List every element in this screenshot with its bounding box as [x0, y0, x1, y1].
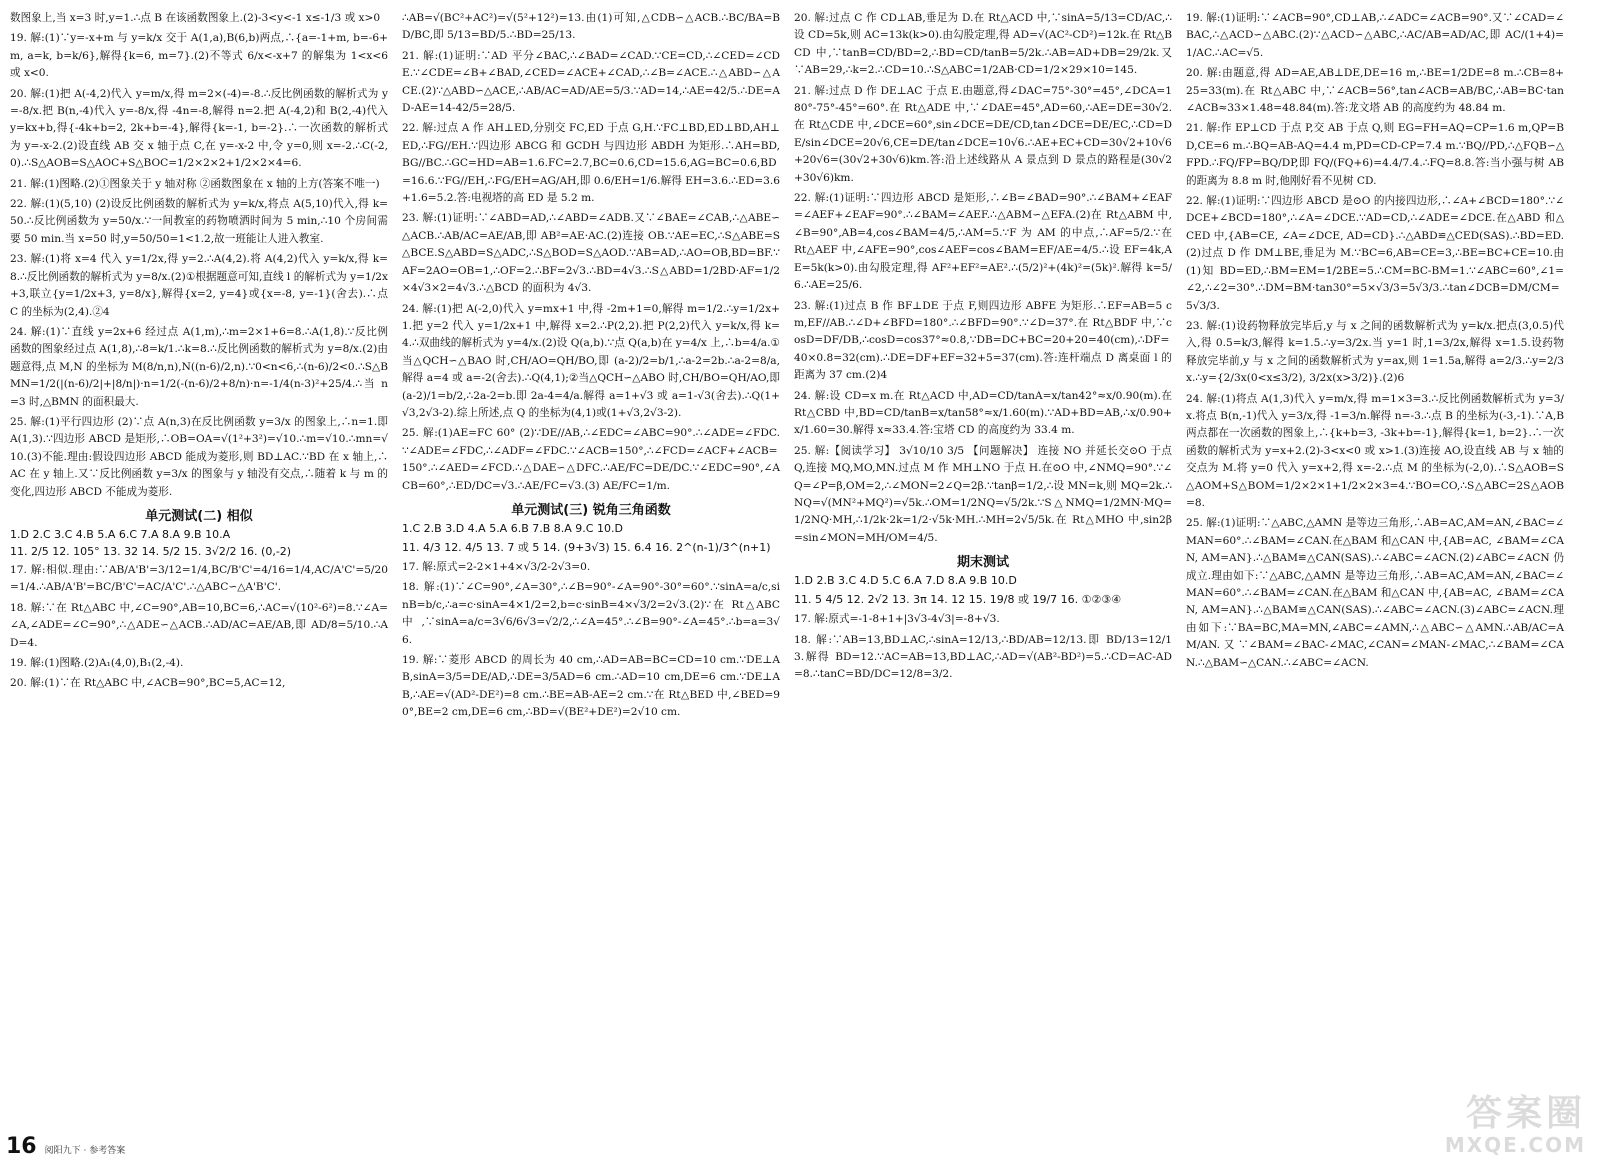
paragraph: 19. 解:∵菱形 ABCD 的周长为 40 cm,∴AD=AB=BC=CD=10 cm.∵DE⊥AB,sinA=3/5=DE/AD,∴DE=3/5AD=6 cm.∴AD=10 cm,DE=6 cm.∵DE⊥AB,∴AE=√(AD²-DE²)=8 cm.∴BE=AB-AE=2 cm.∵在 Rt△BED 中,∠BED=90°,BE=2 cm,DE=6 cm,∴BD=√(BE²+DE²)=2√10 cm.: [402, 654, 780, 719]
paragraph: 22. 解:(1)证明:∵四边形 ABCD 是矩形,∴∠B=∠BAD=90°.∴∠BAM+∠EAF=∠AEF+∠EAF=90°.∴∠BAM=∠AEF.∴△ABM∽△EFA.(2)在 Rt△ABM 中,∠B=90°,AB=4,cos∠BAM=4/5,∴AM=5.∵F 为 AM 的中点,∴AF=5/2.∵在 Rt△AEF 中,∠AFE=90°,cos∠AEF=cos∠BAM=EF/AE=4/5.∴设 EF=4k,AE=5k(k>0).由勾股定理,得 AF²+EF²=AE².∴(5/2)²+(4k)²=(5k)².解得 k=5/6.∴AE=25/6.: [794, 192, 1172, 292]
paragraph: 23. 解:(1)将 x=4 代入 y=1/2x,得 y=2.∴A(4,2).将 A(4,2)代入 y=k/x,得 k=8.∴反比例函数的解析式为 y=8/x.(2)①根据题意可知,直线 l 的解析式为 y=1/2x+3,联立{y=1/2x+3, y=8/x},解得{x=2, y=4}或{x=-8, y=-1}(舍去).∴点 C 的坐标为(2,4).②4: [10, 253, 388, 318]
page-footer: [6, 1134, 125, 1159]
column-1: [0, 0, 392, 1130]
column-2: [392, 0, 784, 1130]
paragraph: 17. 解:相似.理由:∵AB/A'B'=3/12=1/4,BC/B'C'=4/16=1/4,AC/A'C'=5/20=1/4.∴AB/A'B'=BC/B'C'=AC/A'C'.∴△ABC∽△A'B'C'.: [10, 563, 388, 594]
paragraph: 18. 解:(1)∵∠C=90°,∠A=30°,∴∠B=90°-∠A=90°-30°=60°.∵sinA=a/c,sinB=b/c,∴a=c·sinA=4×1/2=2,b=c·sinB=4×√3/2=2√3.(2)∵在 Rt△ABC 中,∵sinA=a/c=3√6/6√3=√2/2,∴∠A=45°.∴∠B=90°-∠A=45°.∴b=a=3√6.: [402, 581, 780, 646]
paragraph: 20. 解:(1)把 A(-4,2)代入 y=m/x,得 m=2×(-4)=-8.∴反比例函数的解析式为 y=-8/x.把 B(n,-4)代入 y=-8/x,得 -4n=-8,解得 n=2.把 A(-4,2)和 B(2,-4)代入 y=kx+b,得{-4k+b=2, 2k+b=-4},解得{k=-1, b=-2}.∴一次函数的解析式为 y=-x-2.(2)设直线 AB 交 x 轴于点 C,在 y=-x-2 中,令 y=0,则 x=-2.∴C(-2,0).∴S△AOB=S△AOC+S△BOC=1/2×2×2+1/2×2×4=6.: [10, 87, 388, 170]
paragraph: 24. 解:(1)∵直线 y=2x+6 经过点 A(1,m),∴m=2×1+6=8.∴A(1,8).∵反比例函数的图象经过点 A(1,8),∴8=k/1.∴k=8.∴反比例函数的解析式为 y=8/x.(2)由题意得,点 M,N 的坐标为 M(8/n,n),N((n-6)/2,n).∵0<n<6,∴(n-6)/2<0.∴S△BMN=1/2(|(n-6)/2|+|8/n|)·n=1/2(-(n-6)/2+8/n)·n=-1/4(n-3)²+25/4.∴当 n=3 时,△BMN 的面积最大.: [10, 325, 388, 408]
watermark-url: MXQE.COM: [1444, 1133, 1586, 1157]
section-heading-unit-test-3: 单元测试(三) 锐角三角函数: [511, 502, 671, 518]
paragraph: 24. 解:(1)将点 A(1,3)代入 y=m/x,得 m=1×3=3.∴反比例函数解析式为 y=3/x.将点 B(n,-1)代入 y=3/x,得 -1=3/n.解得 n=-3.∴点 B 的坐标为(-3,-1).∵A,B 两点都在一次函数的图象上,∴{k+b=3, -3k+b=-1},解得{k=1, b=2}.∴一次函数的解析式为 y=x+2.(2)-3<x<0 或 x>1.(3)连接 AO,设直线 AB 与 x 轴的交点为 M.将 y=0 代入 y=x+2,得 x=-2.∴点 M 的坐标为(-2,0).∴S△AOB=S△AOM+S△BOM=1/2×2×1+1/2×2×3=4.∵BO=CO,∴S△ABC=2S△AOB=8.: [1186, 392, 1564, 509]
choice-answers: 1.D 2.C 3.C 4.B 5.A 6.C 7.A 8.A 9.B 10.A: [10, 527, 231, 541]
fill-answers: 11. 5 4/5 12. 2√2 13. 3π 14. 12 15. 19/8 或 19/7 16. ①②③④: [794, 593, 1122, 607]
paragraph: 20. 解:由题意,得 AD=AE,AB⊥DE,DE=16 m,∴BE=1/2DE=8 m.∴CB=8+25=33(m).在 Rt△ABC 中,∵∠ACB=56°,tan∠ACB=AB/BC,∴AB=BC·tan∠ACB≈33×1.48=48.84(m).答:龙文塔 AB 的高度约为 48.84 m.: [1186, 67, 1564, 115]
paragraph: 22. 解:(1)证明:∵四边形 ABCD 是⊙O 的内接四边形,∴∠A+∠BCD=180°.∵∠DCE+∠BCD=180°,∴∠A=∠DCE.∵AD=CD,∴∠ADE=∠DCE.在△ABD 和△CED 中,{AB=CE, ∠A=∠DCE, AD=CD}.∴△ABD≌△CED(SAS).∴BD=ED.(2)过点 D 作 DM⊥BE,垂足为 M.∵BC=6,AB=CE=3,∴BE=BC+CE=10.由(1)知 BD=ED,∴BM=EM=1/2BE=5.∴CM=BC-BM=1.∵∠ABC=60°,∠1=∠2,∴∠2=30°.∴DM=BM·tan30°=5×√3/3=5√3/3.∴tan∠DCB=DM/CM=5√3/3.: [1186, 195, 1564, 312]
paragraph: 23. 解:(1)证明:∵∠ABD=AD,∴∠ABD=∠ADB.又∵∠BAE=∠CAB,∴△ABE∽△ACB.∴AB/AC=AE/AB,即 AB²=AE·AC.(2)连接 OB.∵AE=EC,∴S△ABE=S△BCE.S△ABD=S△ADC,∴S△BOD=S△AOD.∵AB=AD,∴AO=OB,BD=BF.∵AF=2AO=OB=1,∴OF=2.∴BF=2√3.∴BD=4√3.∴S△ABD=1/2BD·AF=1/2×4√3×2=4√3.∴△BCD 的面积为 4√3.: [402, 212, 780, 295]
paragraph: 24. 解:(1)把 A(-2,0)代入 y=mx+1 中,得 -2m+1=0,解得 m=1/2.∴y=1/2x+1.把 y=2 代入 y=1/2x+1 中,解得 x=2.∴P(2,2).把 P(2,2)代入 y=k/x,得 k=4.∴双曲线的解析式为 y=4/x.(2)设 Q(a,b).∵点 Q(a,b)在 y=4/x 上,∴b=4/a.①当△QCH∽△BAO 时,CH/AO=QH/BO,即 (a-2)/2=b/1,∴a-2=2b.∴a-2=8/a,解得 a=4 或 a=-2(舍去).∴Q(4,1);②当△QCH∽△ABO 时,CH/BO=QH/AO,即 (a-2)/1=b/2,∴2a-2=b.即 2a-4=4/a.解得 a=1+√3 或 a=1-√3(舍去).∴Q(1+√3,2√3-2).综上所述,点 Q 的坐标为(4,1)或(1+√3,2√3-2).: [402, 302, 780, 419]
section-heading-final-test: 期末测试: [956, 555, 1009, 571]
paragraph: 25. 解:(1)平行四边形 (2)∵点 A(n,3)在反比例函数 y=3/x 的图象上,∴n=1.即 A(1,3).∵四边形 ABCD 是矩形,∴OB=OA=√(1²+3²)=√10.∴m=√10.∴mn=√10.(3)不能.理由:假设四边形 ABCD 能成为菱形,则 BD⊥AC.∵BD 在 x 轴上,∴AC 在 y 轴上.又∵反比例函数 y=3/x 的图象与 y 轴没有交点,∴随着 k 与 m 的变化,四边形 ABCD 不能成为菱形.: [10, 415, 388, 498]
page-number: 16: [6, 1134, 37, 1159]
paragraph: 20. 解:过点 C 作 CD⊥AB,垂足为 D.在 Rt△ACD 中,∵sinA=5/13=CD/AC,∴设 CD=5k,则 AC=13k(k>0).由勾股定理,得 AD=√(AC²-CD²)=12k.在 Rt△BCD 中,∵tanB=CD/BD=2,∴BD=CD/tanB=5/2k.∴AB=AD+DB=29/2k.又∵AB=29,∴k=2.∴CD=10.∴S△ABC=1/2AB·CD=1/2×29×10=145.: [794, 12, 1172, 77]
watermark-logo: [1396, 1095, 1586, 1157]
paragraph: 18. 解:∵在 Rt△ABC 中,∠C=90°,AB=10,BC=6,∴AC=√(10²-6²)=8.∵∠A=∠A,∠ADE=∠C=90°,∴△ADE∽△ACB.∴AD/AC=AE/AB,即 AD/8=5/10.∴AD=4.: [10, 601, 388, 649]
paragraph: 24. 解:设 CD=x m.在 Rt△ACD 中,AD=CD/tanA=x/tan42°≈x/0.90(m).在 Rt△CBD 中,BD=CD/tanB=x/tan58°≈x/1.60(m).∵AD+BD=AB,∴x/0.90+x/1.60=30.解得 x≈33.4.答:宝塔 CD 的高度约为 33.4 m.: [794, 389, 1172, 437]
column-3: [784, 0, 1176, 1130]
choice-answers: 1.D 2.B 3.C 4.D 5.C 6.A 7.D 8.A 9.B 10.D: [794, 574, 1017, 588]
paragraph: 21. 解:过点 D 作 DE⊥AC 于点 E.由题意,得∠DAC=75°-30°=45°,∠DCA=180°-75°-45°=60°.在 Rt△ADE 中,∵∠DAE=45°,AD=60,∴AE=DE=30√2.在 Rt△CDE 中,∠DCE=60°,sin∠DCE=DE/CD,tan∠DCE=DE/EC,∴CD=DE/sin∠DCE=20√6,CE=DE/tan∠DCE=10√6.∴AE+EC+CD=30√2+10√6+20√6=(30√2+30√6)km.答:沿上述线路从 A 景点到 D 景点的路程是(30√2+30√6)km.: [794, 84, 1172, 184]
paragraph: 19. 解:(1)∵y=-x+m 与 y=k/x 交于 A(1,a),B(6,b)两点,∴{a=-1+m, b=-6+m, a=k, b=k/6},解得{k=6, m=7}.(2)不等式 6/x<-x+7 的解集为 1<x<6 或 x<0.: [10, 32, 388, 80]
paragraph: 21. 解:作 EP⊥CD 于点 P,交 AB 于点 Q,则 EG=FH=AQ=CP=1.6 m,QP=BD,CE=6 m.∴BQ=AB-AQ=4.4 m,PD=CD-CP=7.4 m.∵BQ//PD,∴△FQB∽△FPD.∴FQ/FP=BQ/DP,即 FQ/(FQ+6)=4.4/7.4.∴FQ=8.8.答:当小强与树 AB 的距离为 8.8 m 时,他刚好看不见树 CD.: [1186, 122, 1564, 187]
column-4: [1176, 0, 1568, 1130]
watermark-text: 答案圈: [1465, 1093, 1586, 1134]
paragraph: 25. 解:(1)AE=FC 60° (2)∵DE//AB,∴∠EDC=∠ABC=90°.∴∠ADE=∠FDC.∵∠ADE=∠FDC,∴∠ADF=∠FDC.∵∠ACB=150°,∴∠FCD=∠ACF+∠ACB=150°.∴∠AED=∠FCD.∴△DAE∽△DFC.∴AE/FC=DE/DC.∵∠EDC=90°,∠ACB=60°,∴ED/DC=√3.∴AE/FC=√3.(3) AE/FC=1/m.: [402, 427, 780, 492]
paragraph: 22. 解:过点 A 作 AH⊥ED,分别交 FC,ED 于点 G,H.∵FC⊥BD,ED⊥BD,AH⊥ED,∴FG//EH.∵四边形 ABCG 和 GCDH 与四边形 ABDH 为矩形.∴AH=BD,BG//BC.∴GC=HD=AB=1.6.FC=2.7,BC=0.6,CD=15.6,AG=BC=0.6,BD=16.6.∵FG//EH,∴FG/EH=AG/AH,即 0.6/EH=1/6.解得 EH=3.6.∴ED=3.6+1.6=5.2.答:电视塔的高 ED 是 5.2 m.: [402, 122, 780, 205]
paragraph: 19. 解:(1)图略.(2)A₁(4,0),B₁(2,-4).: [10, 657, 184, 669]
paragraph: 23. 解:(1)过点 B 作 BF⊥DE 于点 F,则四边形 ABFE 为矩形.∴EF=AB=5 cm,EF//AB.∴∠D+∠BFD=180°.∴∠BFD=90°.∵∠D=37°.在 Rt△BDF 中,∵cosD=DF/DB,∴cosD=cos37°≈0.8,∵DB=DC+BC=20+20=40(cm),∴DF=40×0.8=32(cm).∴DE=DF+EF=32+5=37(cm).答:连杆端点 D 离桌面 l 的距离为 37 cm.(2)4: [794, 299, 1172, 382]
paragraph: 25. 解:【阅读学习】 3√10/10 3/5 【问题解决】 连接 NO 并延长交⊙O 于点 Q,连接 MQ,MO,MN.过点 M 作 MH⊥NO 于点 H.在⊙O 中,∠NMQ=90°.∵∠Q=∠P=β,OM=2,∴∠MON=2∠Q=2β.∵tanβ=1/2,∴设 MN=k,则 MQ=2k.∴NQ=√(MN²+MQ²)=√5k.∴OM=1/2NQ=√5/2k.∵S△NMQ=1/2MN·MQ=1/2NQ·MH,∴1/2k·2k=1/2·√5k·MH.∴MH=2√5/5k.在 Rt△MHO 中,sin2β=sin∠MON=MH/OM=4/5.: [794, 444, 1172, 544]
paragraph: 21. 解:(1)图略.(2)①图象关于 y 轴对称 ②函数图象在 x 轴的上方(答案不唯一): [10, 177, 380, 190]
fill-answers: 11. 2/5 12. 105° 13. 32 14. 5/2 15. 3√2/2 16. (0,-2): [10, 544, 292, 558]
paragraph: 22. 解:(1)(5,10) (2)设反比例函数的解析式为 y=k/x,将点 A(5,10)代入,得 k=50.∴反比例函数为 y=50/x.∵一间教室的药物喷洒时间为 5 min,∴10 个房间需要 50 min.当 x=50 时,y=50/50=1<1.2,故一班能让人进入教室.: [10, 198, 388, 245]
fill-answers: 11. 4/3 12. 4/5 13. 7 或 5 14. (9+3√3) 15. 6.4 16. 2^(n-1)/3^(n+1): [402, 540, 771, 554]
paragraph: 23. 解:(1)设药物释放完毕后,y 与 x 之间的函数解析式为 y=k/x.把点(3,0.5)代入,得 0.5=k/3,解得 k=1.5.∴y=3/2x.当 y=1 时,1=3/2x,解得 x=1.5.设药物释放完毕前,y 与 x 之间的函数解析式为 y=ax,则 1=1.5a,解得 a=2/3.∴y=2/3x.∴y={2/3x(0<x≤3/2), 3/2x(x>3/2)}.(2)6: [1186, 319, 1564, 385]
paragraph: 17. 解:原式=2-2×1+4×√3/2-2√3=0.: [402, 560, 591, 573]
paragraph: 数图象上,当 x=3 时,y=1.∴点 B 在该函数图象上.(2)-3<y<-1 x≤-1/3 或 x>0: [10, 12, 381, 24]
section-heading-unit-test-2: 单元测试(二) 相似: [145, 508, 253, 524]
paragraph: 25. 解:(1)证明:∵△ABC,△AMN 是等边三角形,∴AB=AC,AM=AN,∠BAC=∠MAN=60°.∴∠BAM=∠CAN.在△BAM 和△CAN 中,{AB=AC, ∠BAM=∠CAN, AM=AN}.∴△BAM≌△CAN(SAS).∴∠ABC=∠ACN.(2)∠ABC=∠ACN 仍成立.理由如下:∵△ABC,△AMN 是等边三角形,∴AB=AC,AM=AN,∠BAC=∠MAN=60°.∴∠BAM=∠CAN.在△BAM 和△CAN 中,{AB=AC, ∠BAM=∠CAN, AM=AN}.∴△BAM≌△CAN(SAS).∴∠ABC=∠ACN.(3)∠ABC=∠ACN.理由如下:∵BA=BC,MA=MN,∠ABC=∠AMN,∴△ABC∽△AMN.∴AB/AC=AM/AN.又∵∠BAM=∠BAC-∠MAC,∠CAN=∠MAN-∠MAC,∴∠BAM=∠CAN.∴△BAM∽△CAN.∴∠ABC=∠ACN.: [1186, 517, 1564, 669]
paragraph: 20. 解:(1)∵在 Rt△ABC 中,∠ACB=90°,BC=5,AC=12,: [10, 677, 286, 690]
footer-label: 阅阳九下 · 参考答案: [44, 1146, 126, 1156]
choice-answers: 1.C 2.B 3.D 4.A 5.A 6.B 7.B 8.A 9.C 10.D: [402, 521, 623, 535]
paragraph: 19. 解:(1)证明:∵∠ACB=90°,CD⊥AB,∴∠ADC=∠ACB=90°.又∵∠CAD=∠BAC,∴△ACD∽△ABC.(2)∵△ACD∽△ABC,∴AC/AB=AD/AC,即 AC/(1+4)=1/AC.∴AC=√5.: [1186, 12, 1564, 59]
paragraph: 21. 解:(1)证明:∵AD 平分∠BAC,∴∠BAD=∠CAD.∵CE=CD,∴∠CED=∠CDE.∵∠CDE=∠B+∠BAD,∠CED=∠ACE+∠CAD,∴∠B=∠ACE.∴△ABD∽△ACE.(2)∵△ABD∽△ACE,∴AB/AC=AD/AE=5/3.∵AD=14,∴AE=42/5.∴DE=AD-AE=14-42/5=28/5.: [402, 49, 780, 115]
paragraph: 17. 解:原式=-1-8+1+|3√3-4√3|=-8+√3.: [794, 613, 1000, 626]
paragraph: 18. 解:∵AB=13,BD⊥AC,∴sinA=12/13,∴BD/AB=12/13.即 BD/13=12/13.解得 BD=12.∵AC=AB=13,BD⊥AC,∴AD=√(AB²-BD²)=5.∴CD=AC-AD=8.∴tanC=BD/DC=12/8=3/2.: [794, 633, 1172, 681]
paragraph: ∴AB=√(BC²+AC²)=√(5²+12²)=13.由(1)可知,△CDB∽△ACB.∴BC/BA=BD/BC,即 5/13=BD/5.∴BD=25/13.: [402, 12, 780, 42]
